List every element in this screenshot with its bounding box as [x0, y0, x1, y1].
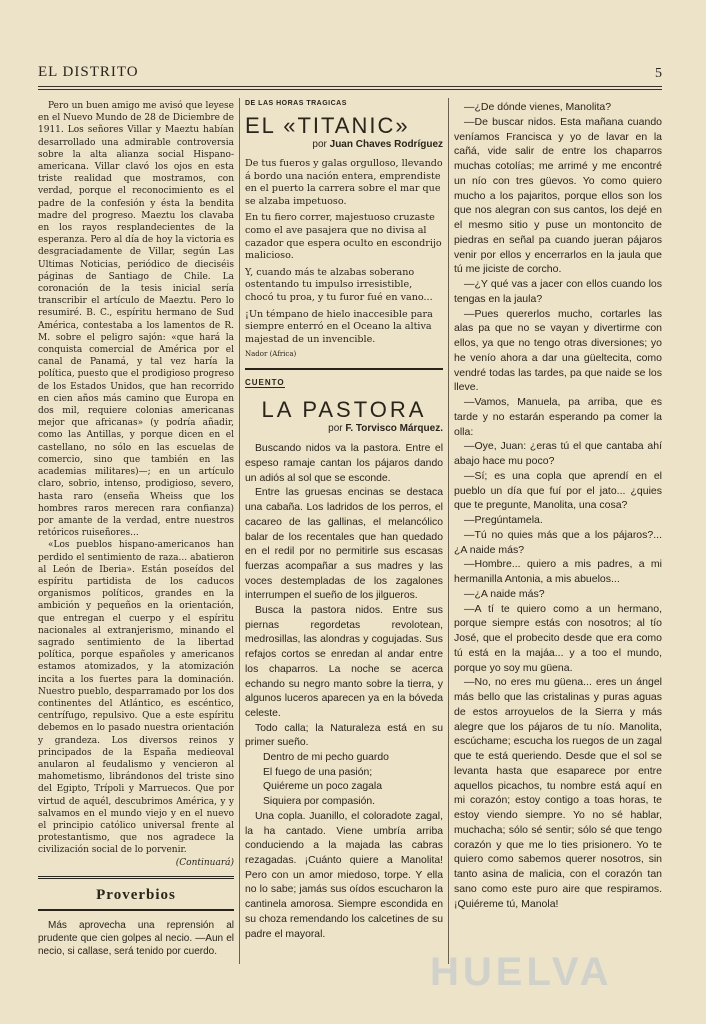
- dialogue-line: —A tí te quiero como a un hermano, porque siempre estás con nosotros; al tío José, que el probecito desde que era como tú está en la majáa... y a too el mundo, porque yo soy mu güena.: [454, 602, 662, 674]
- story-paragraph: Una copla. Juanillo, el coloradote zagal, la ha cantado. Viene umbría arriba conduciendo a la majada las cabras rezagadas. ¡Cuánto quiere a Manolita! Pero con un amor miedoso, torpe. Y ella no lo sabe; jamás sus oídos escucharon la cantinela amorosa. Siempre escondida en su choza remendando los calcetines de su padre el mayoral.: [245, 810, 443, 940]
- section-divider: [38, 876, 234, 881]
- proverbios-heading: Proverbios: [96, 886, 176, 903]
- song-line: Siquiera por compasión.: [263, 796, 376, 808]
- page-header: [38, 64, 662, 86]
- poem-title: EL «TITANIC»: [245, 113, 410, 138]
- poem-byline: [245, 139, 443, 150]
- dialogue-line: —Hombre... quiero a mis padres, a mi hermanilla Antonia, a mis abuelos...: [454, 558, 662, 585]
- dialogue-line: —Vamos, Manuela, pa arriba, que es tarde y no estarán esperando pa comer la olla:: [454, 396, 662, 438]
- column-divider: [448, 98, 449, 964]
- byline-prefix: por: [328, 423, 343, 435]
- proverb-text: Más aprovecha una reprensión al prudente que cien golpes al necio. —Aun el necio, si callase, será tenido por cuerdo.: [38, 919, 234, 957]
- section-label: DE LAS HORAS TRÁGICAS: [245, 100, 347, 107]
- column-right: [454, 100, 662, 960]
- archive-watermark: HUELVA: [430, 950, 613, 994]
- section-divider: [245, 368, 443, 370]
- dialogue-line: —Tú no quies más que a los pájaros?... ¿A naide más?: [454, 528, 662, 556]
- page-number: 5: [655, 66, 662, 81]
- dialogue-line: —¿De dónde vienes, Manolita?: [464, 101, 612, 113]
- dialogue-line: —No, no eres mu güena... eres un ángel más bello que las cristalinas y puras aguas de estos arroyuelos de la Sierra y más alegre que los pájaros de tu nío. Manolita, escúchame; escucha los ruegos de un zagal que te está queriendo. Desde que el sol se levanta hasta que esaparece por entre aquellos picachos, tu nombre está aquí en mi corazón; estoy contigo a toas horas, te estoy viendo siempre. Yo no sé hablar, muchacha; sólo sé sentir; sólo sé que tengo corazón y que me lo ties prisionero. Yo te quiero como sabemos querer nosotros, sin tanto asina de malicia, con el corazón tan sano como este puro aire que respiramos. ¡Quiéreme tú, Manola!: [454, 676, 662, 910]
- story-continuation: [454, 100, 662, 911]
- story-body: [245, 442, 443, 942]
- song-line: Dentro de mi pecho guardo: [263, 752, 389, 764]
- continued-note: (Continuará): [175, 857, 234, 868]
- story-paragraph: Busca la pastora nidos. Entre sus piernas regordetas revolotean, medrosillas, las alondras y cogujadas. Sus refajos cortos se enredan al andar entre los chaparros. La noche se acerca echando su negro manto sobre la tierra, y algunos luceros aparecen ya en la bóveda celeste.: [245, 605, 443, 719]
- cuento-label: CUENTO: [245, 378, 285, 388]
- column-divider: [239, 98, 240, 964]
- dialogue-line: —¿A naide más?: [464, 587, 545, 600]
- poem-stanza: ¡Un témpano de hielo inaccesible para siempre enterró en el Oceano la altiva majestad de un invencible.: [245, 308, 433, 345]
- poem: [245, 158, 443, 346]
- header-rule: [38, 86, 662, 87]
- poem-stanza: De tus fueros y galas orgulloso, llevando á bordo una nación entera, emprendiste en el puerto la carrera sobre el mar que se alzaba impetuoso.: [245, 158, 443, 207]
- header-rule-thin: [38, 89, 662, 90]
- dialogue-line: —Pregúntamela.: [464, 514, 543, 526]
- article-paragraph: Pero un buen amigo me avisó que leyese en el Nuevo Mundo de 28 de Diciembre de 1911. Los señores Villar y Maeztu habían desarrollado una admirable controversia sobre la alta alianza social Hispano-americana. Villar clavó los ojos en esta triste realidad que mostramos, con verdad, porque el reconocimiento es el padre de la confesión y ésta la bendita madre del progreso. Maeztu los clavaba en los rayos resplandecientes de la esperanza. Pero al día de hoy la victoria es desgraciadamente de Villar, según Las Ultimas Noticias, periódico de dieciséis páginas de Santiago de Chile. La coronación de la tesis inicial sería transcribir el artículo de Maeztu. Pero lo resumiré. B. C., espíritu hermano de Sud América, contestaba a los lamentos de R. M. sobre el peligro sajón: «que hará la conquista comercial de América por el canal de Panamá, y tal vez haría la política, puesto que el prodigioso progreso de los Estados Unidos, que han recorrido en cien años más camino que Europa en dos mil, requiere colonias americanas mejor que africanas» (y podría añadir, como las Antillas, y porque dicen en el castellano, no sólo en las escuelas de comercio, sino que también en las academias militares)—; en un artículo claro, sobrio, intenso, prodigioso, severo, hasta raro (enseña Wheiss que los hombres raros merecen rara confianza) por amante de la verdad, entre nuestros retóricos ruiseñores...: [38, 101, 234, 539]
- poem-stanza: Y, cuando más te alzabas soberano ostentando tu impulso irresistible, chocó tu proa, y tu furor fué en vano...: [245, 266, 433, 303]
- dialogue-line: —Pues quererlos mucho, cortarles las alas pa que no se vayan y divertirme con ellos, ya que no tengo otras diversiones; yo he venío ahora a dar una güeltecita, como vendré todas las tardes, pa que naide se los lleve.: [454, 307, 662, 394]
- song-line: El fuego de una pasión;: [263, 766, 373, 778]
- column-left: [38, 100, 234, 960]
- story-title: LA PASTORA: [261, 397, 427, 423]
- article-paragraph: «Los pueblos hispano-americanos han perdido el sentimiento de raza... abatieron al León de Iberia». Están poseídos del espíritu partidista de los caducos organismos políticos, grandes en la ambición y pequeños en la orientación, que entregan el cuerpo y el espíritu nacionales al extranjerismo, minando el sagrado sentimiento de la libertad política, porque españoles y americanos estamos atomizados, y la atomización incita a los fuertes para la dominación. Nuestro pueblo, desparramado por los dos continentes del Atlántico, es escéntico, centrífugo, repulsivo. Que a este espíritu debemos en lo pasado nuestra orientación y grandeza. Los diversos reinos y principados de la España medieoval anularon al feudalismo y vencieron al mahometismo, librándonos del triste sino del Egipto, Trípoli y Marruecos. Que por virtud de aquél, descubrimos América, y y salvamos en el mundo viejo y en el nuevo el principio católico universal frente al protestantismo, que nos agradece la civilización social de lo porvenir.: [38, 540, 234, 856]
- poem-stanza: En tu fiero correr, majestuoso cruzaste como el ave pasajera que no divisa al cazador que espera oculto en escondrijo malicioso.: [245, 212, 442, 262]
- song-line: Quiéreme un poco zagala: [263, 781, 382, 793]
- poem-author: Juan Chaves Rodríguez: [329, 139, 443, 150]
- newspaper-title: EL DISTRITO: [38, 64, 139, 80]
- story-byline: [245, 423, 443, 434]
- story-paragraph: Entre las gruesas encinas se destaca una cabaña. Los ladridos de los perros, el cacareo de las gallinas, el melancólico balar de los recentales que han quedado en el redil por no permitirle sus escasas fuerzas acompañar a sus madres y las voces destempladas de los zagalones interrumpen el sueño de los jilgueros.: [245, 487, 443, 602]
- dialogue-line: —De buscar nidos. Esta mañana cuando veníamos Francisca y yo de lavar en la cañá, vide salir de entre los chaparros muchas cotolías; me arrimé y me encontré un nío con tres güevos. Yo como quiero mucho a los pajaritos, porque ellos son los que nos alegran con sus cantos, los dejé en el mesmo sitio y puse un montoncito de piedras en señal pa cuando jueran pájaros venir por ellos y encerrarlos en la jaula que tú me jiciste de corcho.: [454, 115, 662, 276]
- story-paragraph: Buscando nidos va la pastora. Entre el espeso ramaje cantan los pájaros dando un adiós al sol que se esconde.: [245, 443, 443, 484]
- dialogue-line: —Sí; es una copla que aprendí en el pueblo un día que fuí por el jato... ¿quies que te pregunte, Manolita, una cosa?: [454, 469, 662, 512]
- column-middle: [245, 100, 443, 960]
- byline-prefix: por: [312, 139, 327, 150]
- dialogue-line: —Oye, Juan: ¿eras tú el que cantaba ahí abajo hace mu poco?: [454, 440, 662, 467]
- section-divider: [38, 909, 234, 911]
- story-paragraph: Todo calla; la Naturaleza está en su primer sueño.: [245, 722, 443, 749]
- poem-place: Nador (Africa): [245, 350, 297, 359]
- story-author: F. Torvisco Márquez.: [345, 423, 443, 435]
- dialogue-line: —¿Y qué vas a jacer con ellos cuando los tengas en la jaula?: [454, 278, 662, 305]
